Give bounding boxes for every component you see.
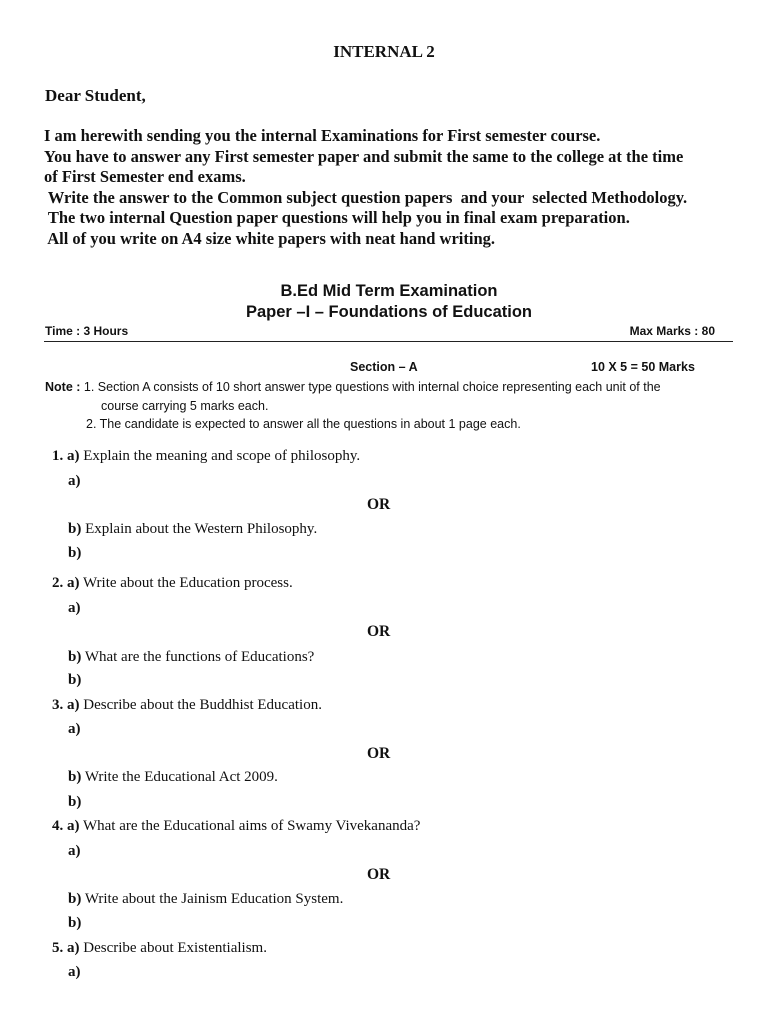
question-1a xyxy=(52,448,360,465)
note-item-2: 2. The candidate is expected to answer all the questions in about 1 page each. xyxy=(86,417,521,431)
question-text: Explain about the Western Philosophy. xyxy=(85,521,318,537)
option-label: a) xyxy=(67,818,80,834)
question-2a xyxy=(52,575,293,592)
question-2b xyxy=(68,649,314,666)
question-text: Write about the Jainism Education System. xyxy=(84,891,344,907)
exam-title: B.Ed Mid Term Examination xyxy=(280,282,498,300)
answer-placeholder: a) xyxy=(68,473,81,489)
question-number: 1. xyxy=(52,448,64,464)
question-text: Write the Educational Act 2009. xyxy=(84,769,278,785)
or-separator: OR xyxy=(367,623,391,640)
question-1b xyxy=(68,521,317,538)
note-item-1-cont: course carrying 5 marks each. xyxy=(101,398,269,413)
intro-paragraph xyxy=(44,126,744,250)
divider xyxy=(44,341,733,342)
note-item-1: 1. Section A consists of 10 short answer type questions with internal choice representing each unit of the xyxy=(83,380,661,394)
answer-placeholder: a) xyxy=(68,964,81,980)
intro-line: of First Semester end exams. xyxy=(44,167,246,187)
option-label: b) xyxy=(68,891,82,907)
question-5a xyxy=(52,940,267,957)
greeting: Dear Student, xyxy=(45,86,146,105)
question-4b xyxy=(68,891,343,908)
note-label: Note : xyxy=(45,380,81,394)
answer-placeholder: b) xyxy=(68,545,82,561)
option-label: a) xyxy=(67,697,80,713)
option-label: b) xyxy=(68,649,82,665)
question-number: 2. xyxy=(52,575,64,591)
answer-placeholder: b) xyxy=(68,794,82,810)
max-marks-label: Max Marks : 80 xyxy=(629,324,715,338)
exam-meta xyxy=(45,324,715,338)
question-text: Describe about Existentialism. xyxy=(83,940,267,956)
question-number: 5. xyxy=(52,940,64,956)
answer-placeholder: b) xyxy=(68,672,82,688)
question-text: Explain the meaning and scope of philosophy. xyxy=(83,448,361,464)
or-separator: OR xyxy=(367,496,391,513)
question-3b xyxy=(68,769,278,786)
answer-placeholder: a) xyxy=(68,721,81,737)
option-label: b) xyxy=(68,769,82,785)
question-3a xyxy=(52,697,322,714)
intro-line: I am herewith sending you the internal Examinations for First semester course. xyxy=(44,126,601,145)
question-text: What are the functions of Educations? xyxy=(84,649,315,665)
intro-line: You have to answer any First semester paper and submit the same to the college at the time xyxy=(44,146,684,166)
answer-placeholder: a) xyxy=(68,600,81,616)
document-title: INTERNAL 2 xyxy=(333,42,435,61)
question-text: What are the Educational aims of Swamy Vivekananda? xyxy=(82,818,421,834)
intro-line: Write the answer to the Common subject question papers and your selected Methodology. xyxy=(44,187,688,207)
question-4a xyxy=(52,818,420,835)
section-marks: 10 X 5 = 50 Marks xyxy=(591,360,695,374)
option-label: b) xyxy=(68,521,82,537)
time-label: Time : 3 Hours xyxy=(45,324,129,338)
section-label: Section – A xyxy=(350,360,418,374)
question-number: 4. xyxy=(52,818,64,834)
or-separator: OR xyxy=(367,866,391,883)
note-block xyxy=(45,378,735,434)
option-label: a) xyxy=(67,448,80,464)
intro-line: All of you write on A4 size white papers with neat hand writing. xyxy=(44,228,496,248)
question-number: 3. xyxy=(52,697,64,713)
answer-placeholder: a) xyxy=(68,843,81,859)
paper-title: Paper –I – Foundations of Education xyxy=(245,303,533,321)
option-label: a) xyxy=(67,940,80,956)
or-separator: OR xyxy=(367,745,391,762)
intro-line: The two internal Question paper questions will help you in final exam preparation. xyxy=(44,208,630,228)
question-text: Describe about the Buddhist Education. xyxy=(83,697,322,713)
option-label: a) xyxy=(67,575,80,591)
answer-placeholder: b) xyxy=(68,915,82,931)
question-text: Write about the Education process. xyxy=(82,575,293,591)
